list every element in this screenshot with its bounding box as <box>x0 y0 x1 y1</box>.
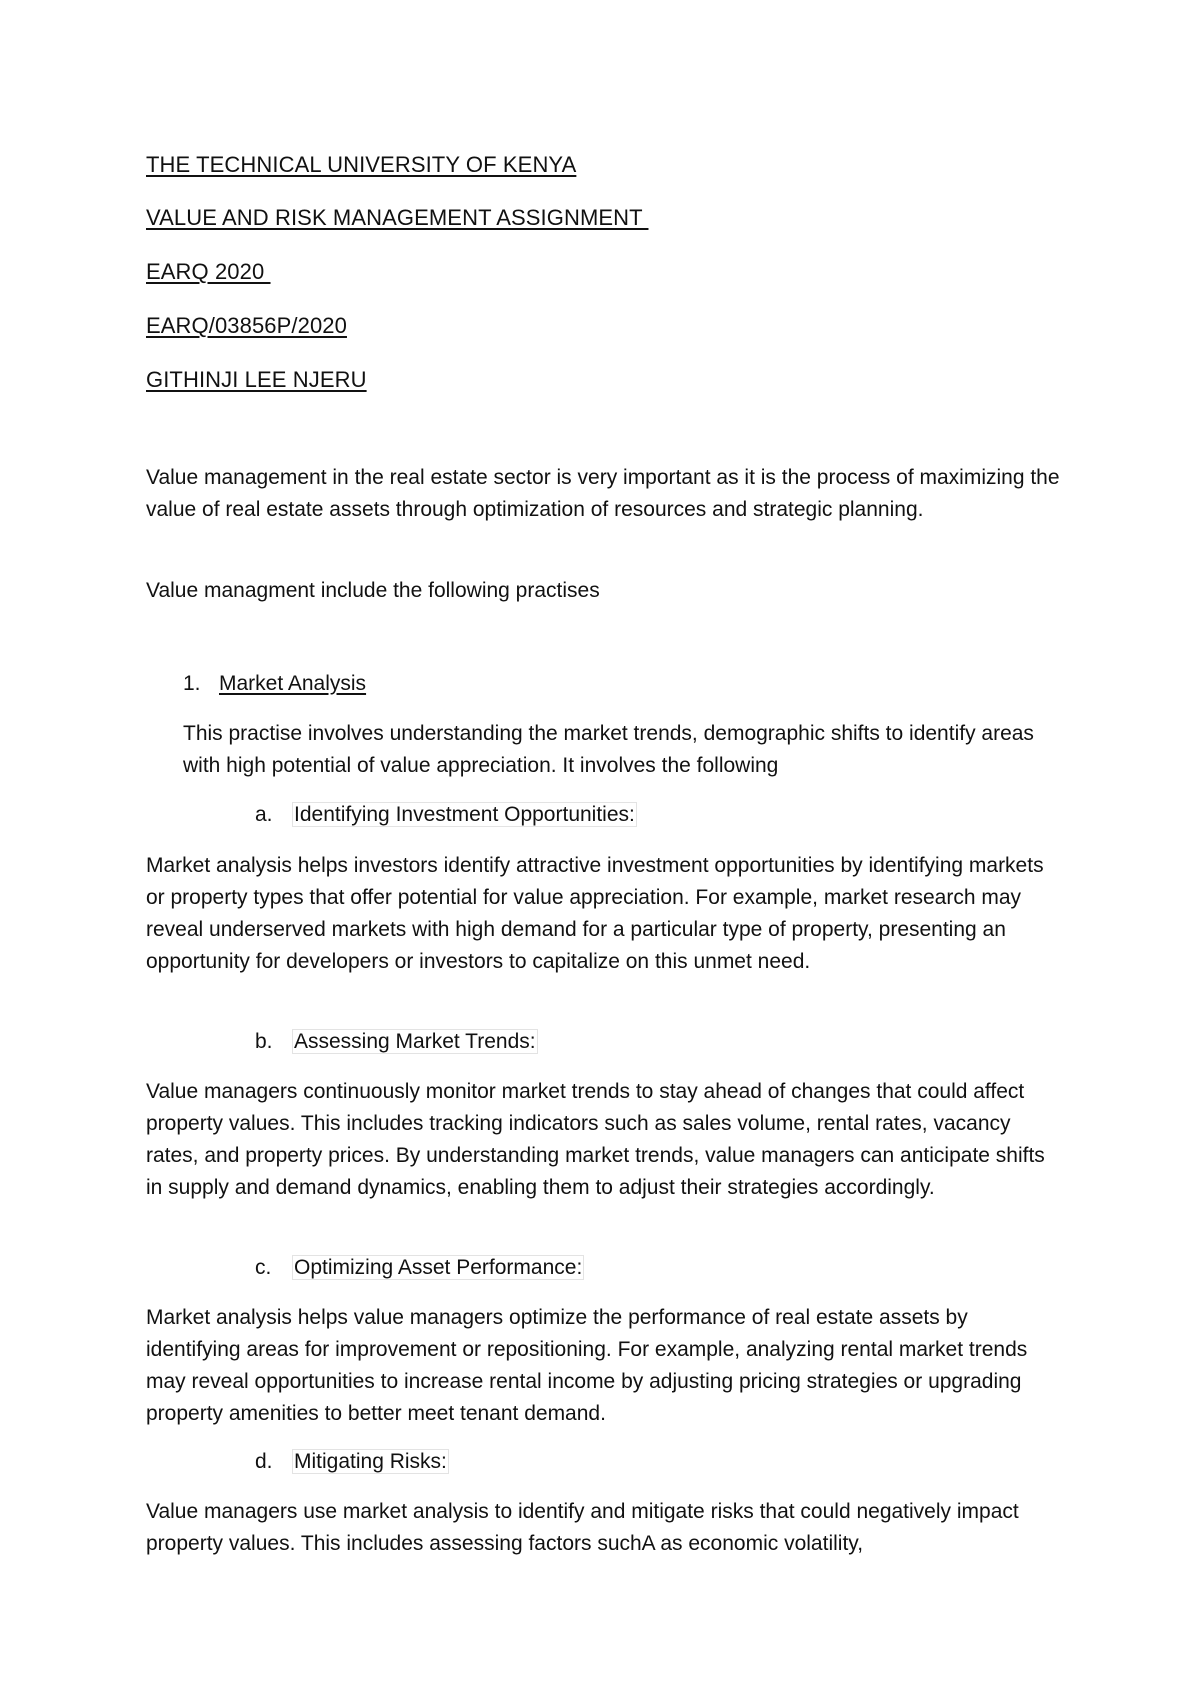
subitem-heading <box>255 1030 538 1054</box>
university-heading: THE TECHNICAL UNIVERSITY OF KENYA <box>146 152 577 177</box>
subitem-letter: d. <box>255 1450 273 1473</box>
section-number: 1. <box>183 672 201 695</box>
registration-number-heading: EARQ/03856P/2020 <box>146 313 347 338</box>
section-heading-market-analysis <box>183 672 366 696</box>
subitem-label: Identifying Investment Opportunities: <box>294 803 635 826</box>
subitem-letter: b. <box>255 1030 273 1053</box>
practices-intro-paragraph: Value managment include the following practises <box>146 579 600 602</box>
course-code-heading: EARQ 2020 <box>146 259 271 284</box>
student-name-heading: GITHINJI LEE NJERU <box>146 367 367 392</box>
subitem-heading <box>255 1256 584 1280</box>
assignment-heading: VALUE AND RISK MANAGEMENT ASSIGNMENT <box>146 205 649 230</box>
subitem-body: Market analysis helps value managers optimize the performance of real estate assets by identifying areas for improvement or repositioning. For example, analyzing rental market trends may reveal opportunities to increase rental income by adjusting pricing strategies or upgrading property amenities to better meet tenant demand. <box>146 1306 1028 1425</box>
section-title: Market Analysis <box>219 672 367 695</box>
subitem-letter: c. <box>255 1256 272 1279</box>
subitem-body: Value managers use market analysis to identify and mitigate risks that could negatively impact property values. This includes assessing factors suchA as economic volatility, <box>146 1500 1019 1555</box>
subitem-heading <box>255 803 637 827</box>
subitem-label: Mitigating Risks: <box>294 1450 447 1473</box>
subitem-label: Optimizing Asset Performance: <box>294 1256 583 1279</box>
subitem-body: Value managers continuously monitor market trends to stay ahead of changes that could affect property values. This includes tracking indicators such as sales volume, rental rates, vacancy rates, and property prices. By understanding market trends, value managers can anticipate shifts in supply and demand dynamics, enabling them to adjust their strategies accordingly. <box>146 1080 1045 1199</box>
subitem-label: Assessing Market Trends: <box>294 1030 536 1053</box>
subitem-heading <box>255 1450 449 1474</box>
intro-paragraph: Value management in the real estate sector is very important as it is the process of maximizing the value of real estate assets through optimization of resources and strategic planning. <box>146 466 1060 521</box>
subitem-body: Market analysis helps investors identify attractive investment opportunities by identifying markets or property types that offer potential for value appreciation. For example, market research may reveal underserved markets with high demand for a particular type of property, presenting an opportunity for developers or investors to capitalize on this unmet need. <box>146 854 1044 973</box>
section-body: This practise involves understanding the market trends, demographic shifts to identify areas with high potential of value appreciation. It involves the following <box>183 722 1034 777</box>
subitem-letter: a. <box>255 803 273 826</box>
